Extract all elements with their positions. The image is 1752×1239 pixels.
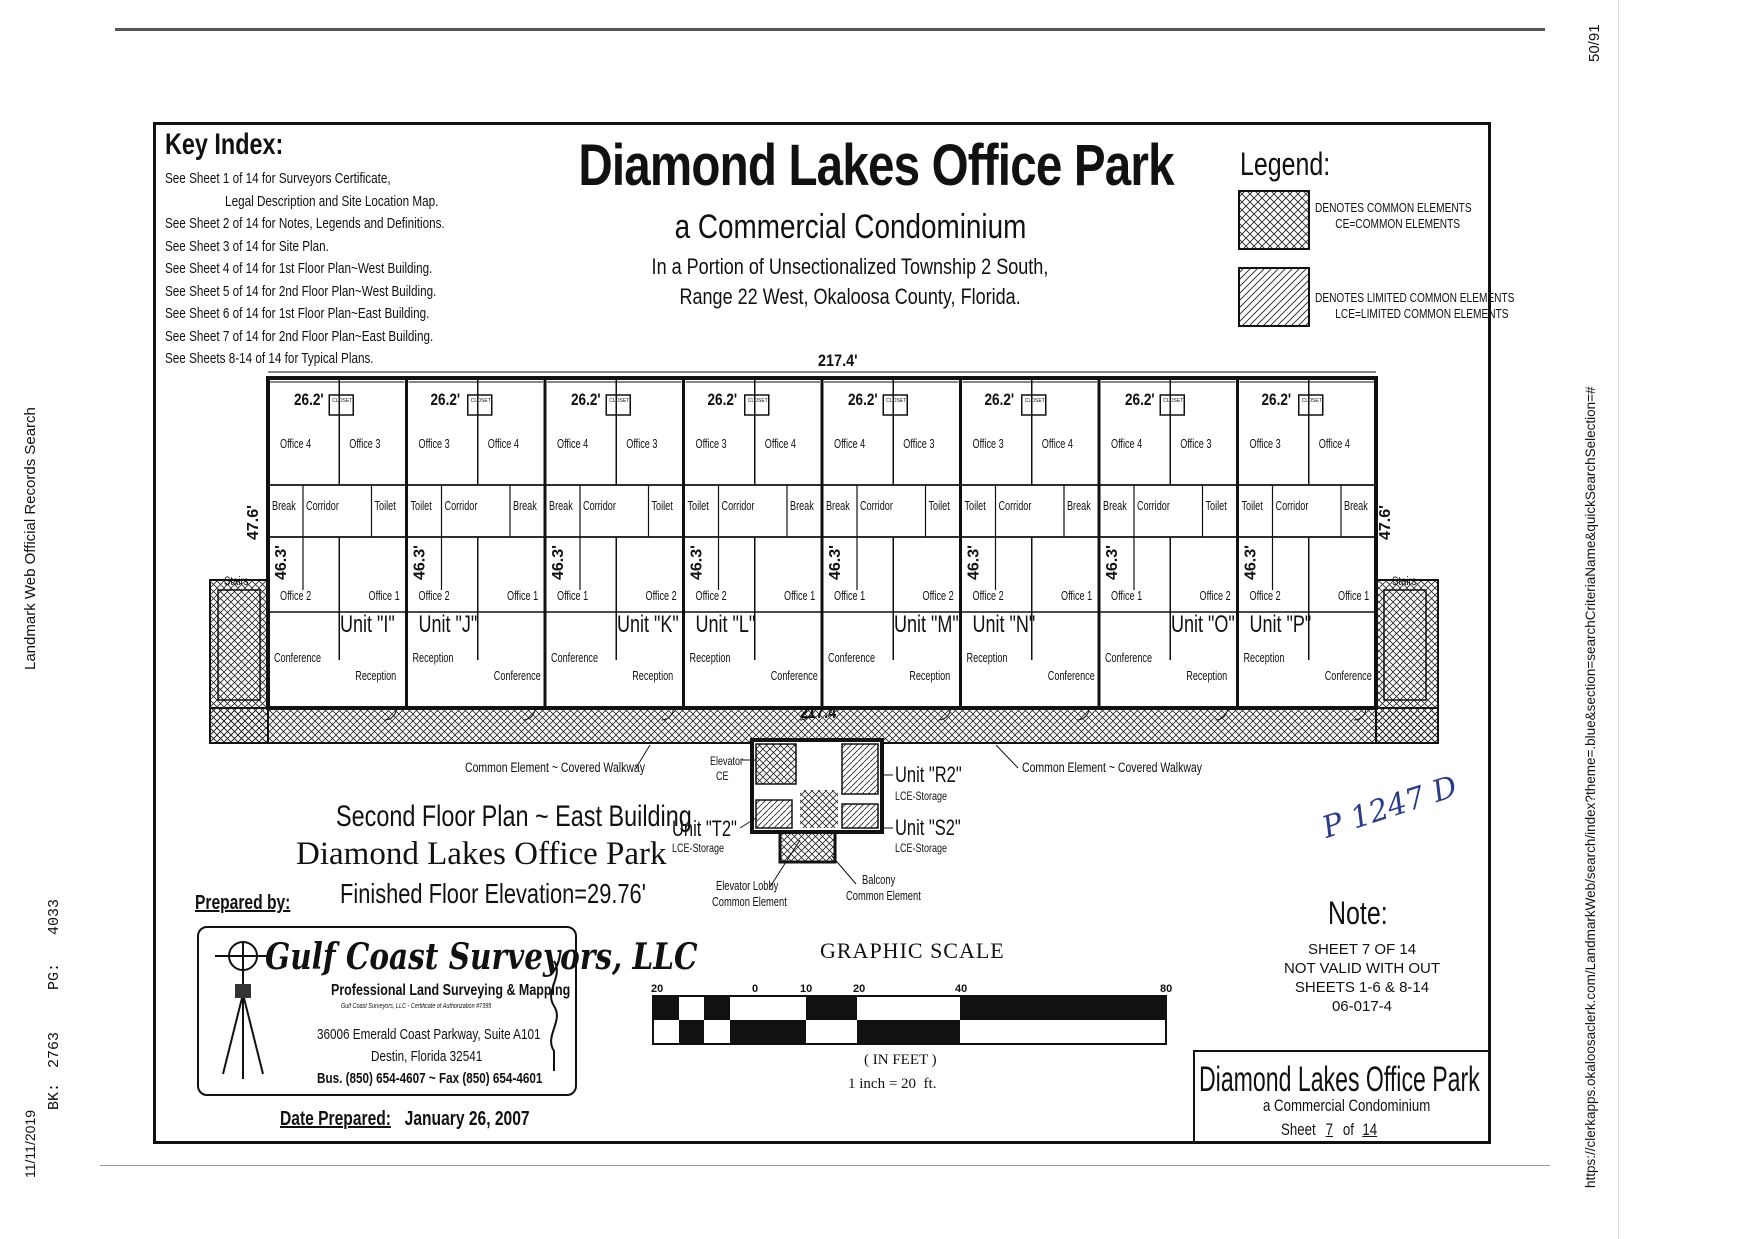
unit-label: Unit "M" — [894, 611, 959, 638]
room-label: Office 3 — [1249, 437, 1281, 452]
unit-r2-sub: LCE-Storage — [895, 789, 947, 804]
key-index-line: See Sheet 1 of 14 for Surveyors Certificate, — [165, 170, 391, 187]
unit-depth-label: 46.3' — [827, 545, 844, 580]
unit-label: Unit "J" — [418, 611, 478, 638]
room-label: Office 2 — [972, 589, 1004, 604]
prepared-by-label: Prepared by: — [195, 892, 291, 914]
key-index-line: See Sheet 5 of 14 for 2nd Floor Plan~West Building. — [165, 282, 437, 300]
title-block-subtitle: a Commercial Condominium — [1263, 1096, 1431, 1115]
room-label: Office 3 — [695, 437, 727, 452]
closet-label: CLOSET — [1301, 398, 1322, 404]
room-label: Corridor — [444, 499, 478, 514]
room-label: Conference — [274, 651, 322, 666]
scale-tick-label: 40 — [955, 983, 968, 995]
legend-common-line-2: CE=COMMON ELEMENTS — [1335, 216, 1461, 231]
room-label: Office 4 — [487, 437, 519, 452]
unit-depth-label: 46.3' — [688, 545, 706, 580]
room-label: Office 2 — [695, 589, 727, 604]
unit-depth-label: 46.3' — [965, 545, 983, 580]
closet-label: CLOSET — [747, 398, 768, 404]
room-label: Office 2 — [1199, 589, 1231, 604]
room-label: Reception — [689, 651, 731, 666]
legend-limited-line-1: DENOTES LIMITED COMMON ELEMENTS — [1315, 290, 1515, 305]
overall-width-label: 217.4' — [818, 351, 858, 371]
room-label: Toilet — [964, 499, 986, 514]
closet-label: CLOSET — [886, 398, 907, 404]
unit-label: Unit "I" — [340, 611, 395, 638]
end-depth-east: 47.6' — [1377, 505, 1394, 540]
key-index-line: See Sheet 2 of 14 for Notes, Legends and Definitions. — [165, 215, 445, 232]
surveyor-phones: Bus. (850) 654-4607 ~ Fax (850) 654-4601 — [317, 1070, 543, 1087]
room-label: Toilet — [687, 499, 709, 514]
room-label: Break — [1103, 499, 1127, 514]
room-label: Office 1 — [784, 589, 816, 604]
title-block-name: Diamond Lakes Office Park — [1199, 1060, 1480, 1099]
storage-t2 — [756, 800, 792, 828]
room-label: Break — [549, 499, 573, 514]
graphic-scale-title: GRAPHIC SCALE — [820, 938, 1005, 963]
room-label: Corridor — [583, 499, 616, 514]
balcony-ce-label: Common Element — [846, 889, 921, 904]
room-label: Toilet — [410, 499, 432, 514]
legend-limited-line-2: LCE=LIMITED COMMON ELEMENTS — [1335, 306, 1509, 321]
room-label: Toilet — [928, 499, 950, 514]
note-title: Note: — [1328, 895, 1388, 931]
date-prepared-label: Date Prepared: — [280, 1108, 391, 1130]
walkway-callout-left: Common Element ~ Covered Walkway — [465, 759, 646, 776]
room-label: Break — [513, 499, 537, 514]
room-label: Break — [1067, 499, 1091, 514]
unit-width-label: 26.2' — [707, 390, 738, 410]
room-label: Conference — [828, 651, 876, 666]
unit-depth-label: 46.3' — [273, 545, 290, 580]
room-label: Break — [790, 499, 814, 514]
unit-label: Unit "P" — [1249, 611, 1312, 638]
storage-s2 — [842, 804, 878, 828]
book-value: 2763 — [46, 1031, 63, 1068]
unit-depth-label: 46.3' — [1104, 545, 1121, 580]
plan-title-floor: Second Floor Plan ~ East Building — [336, 800, 692, 833]
page-value: 4033 — [46, 898, 63, 935]
room-label: Conference — [551, 651, 599, 666]
unit-s2-label: Unit "S2" — [895, 815, 961, 841]
lobby-label: Elevator Lobby — [716, 879, 779, 894]
room-label: Break — [826, 499, 850, 514]
plan-title-project: Diamond Lakes Office Park — [296, 836, 667, 872]
room-label: Office 1 — [557, 589, 589, 604]
room-label: Office 2 — [645, 589, 677, 604]
room-label: Corridor — [721, 499, 755, 514]
room-label: Office 3 — [626, 437, 658, 452]
closet-label: CLOSET — [1163, 398, 1184, 404]
title-block-sheet-number: 7 — [1325, 1120, 1333, 1139]
unit-width-label: 26.2' — [848, 390, 878, 410]
title-block — [1193, 1050, 1491, 1144]
room-label: Office 1 — [507, 589, 539, 604]
scale-ratio: 1 inch = 20 ft. — [848, 1076, 937, 1092]
elevator-ce-label: CE — [716, 769, 729, 784]
room-label: Office 3 — [349, 437, 381, 452]
room-label: Corridor — [306, 499, 339, 514]
room-label: Office 2 — [418, 589, 450, 604]
scale-tick-label: 80 — [1160, 983, 1173, 995]
room-label: Office 4 — [557, 437, 589, 452]
surveyor-certificate: Gulf Coast Surveyors, LLC - Certificate of Authorization #7395 — [341, 1003, 492, 1010]
room-label: Corridor — [998, 499, 1032, 514]
book-label: BK: — [46, 1082, 63, 1110]
room-label: Conference — [1105, 651, 1153, 666]
storage-r2 — [842, 744, 878, 794]
room-label: Corridor — [1275, 499, 1309, 514]
note-line: 06-017-4 — [1331, 998, 1393, 1015]
legend-title: Legend: — [1240, 146, 1331, 182]
document-title-text: Diamond Lakes Office Park — [578, 133, 1174, 198]
unit-width-label: 26.2' — [1261, 390, 1292, 410]
closet-label: CLOSET — [1024, 398, 1045, 404]
surveyor-address-2: Destin, Florida 32541 — [371, 1048, 483, 1065]
room-label: Conference — [1047, 669, 1095, 684]
room-label: Toilet — [1241, 499, 1263, 514]
unit-depth-label: 46.3' — [550, 545, 567, 580]
scale-tick-label: 10 — [800, 983, 813, 995]
unit-label: Unit "O" — [1171, 611, 1235, 638]
plan-title-elevation: Finished Floor Elevation=29.76' — [340, 878, 646, 909]
room-label: Reception — [966, 651, 1008, 666]
scale-tick-label: 20 — [853, 983, 866, 995]
room-label: Office 1 — [834, 589, 866, 604]
scale-tick-label: 0 — [752, 983, 759, 995]
room-label: Break — [1344, 499, 1368, 514]
room-label: Reception — [355, 669, 397, 684]
overall-width-label-bottom: 217.4' — [800, 703, 840, 723]
room-label: Toilet — [374, 499, 396, 514]
room-label: Office 1 — [1338, 589, 1370, 604]
room-label: Conference — [770, 669, 818, 684]
room-label: Office 4 — [280, 437, 312, 452]
page-label: PG: — [46, 962, 63, 990]
surveyor-address-1: 36006 Emerald Coast Parkway, Suite A101 — [317, 1026, 541, 1043]
elevator-lobby — [800, 790, 838, 828]
room-label: Reception — [1243, 651, 1285, 666]
room-label: Office 4 — [1318, 437, 1350, 452]
key-index-line: See Sheets 8-14 of 14 for Typical Plans. — [165, 350, 374, 367]
room-label: Reception — [1186, 669, 1228, 684]
balcony-leader — [832, 856, 856, 884]
room-label: Office 1 — [1111, 589, 1143, 604]
balcony-label: Balcony — [862, 873, 896, 888]
key-index-line: See Sheet 4 of 14 for 1st Floor Plan~West Building. — [165, 260, 433, 277]
room-label: Office 2 — [922, 589, 954, 604]
note-lines — [1282, 940, 1442, 1016]
date-prepared — [280, 1108, 530, 1131]
room-label: Conference — [493, 669, 541, 684]
stairs-label-west: Stairs — [224, 575, 249, 589]
room-label: Reception — [632, 669, 674, 684]
unit-width-label: 26.2' — [1125, 390, 1155, 410]
elevator-label: Elevator — [710, 754, 743, 769]
unit-width-label: 26.2' — [984, 390, 1015, 410]
location-line-2-text: Range 22 West, Okaloosa County, Florida. — [679, 284, 1021, 309]
scale-tick-label: 20 — [651, 983, 664, 995]
date-prepared-value: January 26, 2007 — [404, 1108, 530, 1130]
surveyor-company-name: Gulf Coast Surveyors, LLC — [265, 936, 698, 978]
lobby-ce-label: Common Element — [712, 895, 787, 910]
walkway-callout-right: Common Element ~ Covered Walkway — [1022, 759, 1203, 776]
unit-label: Unit "N" — [972, 611, 1036, 638]
room-label: Office 4 — [1111, 437, 1143, 452]
elevator-shaft — [756, 744, 796, 784]
room-label: Toilet — [1205, 499, 1227, 514]
unit-label: Unit "L" — [695, 611, 756, 638]
title-block-sheet — [1281, 1120, 1382, 1140]
unit-t2-label: Unit "T2" — [672, 816, 737, 842]
closet-label: CLOSET — [609, 398, 630, 404]
location-line-1-text: In a Portion of Unsectionalized Township 2 South, — [651, 254, 1049, 279]
unit-width-label: 26.2' — [571, 390, 601, 410]
unit-depth-label: 46.3' — [411, 545, 429, 580]
record-date: 11/11/2019 — [22, 1110, 38, 1178]
unit-width-label: 26.2' — [430, 390, 461, 410]
room-label: Office 4 — [764, 437, 796, 452]
fax-page-number: 50/91 — [1586, 24, 1603, 62]
room-label: Office 1 — [1061, 589, 1093, 604]
document-subtitle-text: a Commercial Condominium — [674, 208, 1026, 246]
room-label: Office 3 — [418, 437, 450, 452]
title-block-of-label: of — [1342, 1120, 1354, 1139]
title-block-sheet-total: 14 — [1362, 1120, 1378, 1139]
key-index-title: Key Index: — [165, 128, 284, 161]
room-label: Corridor — [1137, 499, 1170, 514]
unit-t2-sub: LCE-Storage — [672, 841, 724, 856]
title-block-sheet-label: Sheet — [1281, 1120, 1316, 1139]
unit-depth-label: 46.3' — [1242, 545, 1260, 580]
room-label: Reception — [412, 651, 454, 666]
room-label: Reception — [909, 669, 951, 684]
key-index-line: See Sheet 7 of 14 for 2nd Floor Plan~East Building. — [165, 327, 434, 345]
surveyor-tagline: Professional Land Surveying & Mapping — [331, 982, 571, 999]
closet-label: CLOSET — [470, 398, 491, 404]
unit-label: Unit "K" — [617, 611, 679, 638]
room-label: Conference — [1324, 669, 1372, 684]
key-index-line: Legal Description and Site Location Map. — [225, 192, 439, 210]
closet-label: CLOSET — [332, 398, 353, 404]
unit-s2-sub: LCE-Storage — [895, 841, 947, 856]
stairs-label-east: Stairs — [1392, 575, 1417, 589]
note-line: SHEET 7 OF 14 — [1307, 941, 1417, 958]
room-label: Office 2 — [1249, 589, 1281, 604]
record-site-label: Landmark Web Official Records Search — [22, 407, 39, 670]
handwritten-annotation: P 1247 D — [1318, 769, 1462, 846]
key-index-line: See Sheet 3 of 14 for Site Plan. — [165, 237, 329, 255]
note-line: SHEETS 1-6 & 8-14 — [1294, 979, 1430, 996]
room-label: Corridor — [860, 499, 893, 514]
room-label: Office 3 — [972, 437, 1004, 452]
record-url: https://clerkapps.okaloosaclerk.com/LandmarkWeb/search/index?theme=.blue&section=searchCriteriaName&quickSearchSelection=# — [1583, 386, 1598, 1188]
unit-r2-label: Unit "R2" — [895, 762, 962, 788]
walkway-leader-right — [996, 745, 1018, 768]
stairs-east — [1376, 580, 1438, 743]
room-label: Break — [272, 499, 296, 514]
end-depth-west: 47.6' — [245, 505, 262, 540]
graphic-scale-bar — [652, 995, 1168, 1045]
note-line: NOT VALID WITH OUT — [1283, 960, 1441, 977]
room-label: Toilet — [651, 499, 673, 514]
scale-units: ( IN FEET ) — [864, 1052, 937, 1068]
legend-common-line-1: DENOTES COMMON ELEMENTS — [1315, 200, 1472, 215]
room-label: Office 2 — [280, 589, 312, 604]
key-index-line: See Sheet 6 of 14 for 1st Floor Plan~East Building. — [165, 305, 430, 322]
room-label: Office 1 — [368, 589, 400, 604]
room-label: Office 3 — [1180, 437, 1212, 452]
room-label: Office 4 — [1041, 437, 1073, 452]
unit-width-label: 26.2' — [294, 390, 324, 410]
room-label: Office 4 — [834, 437, 866, 452]
room-label: Office 3 — [903, 437, 935, 452]
